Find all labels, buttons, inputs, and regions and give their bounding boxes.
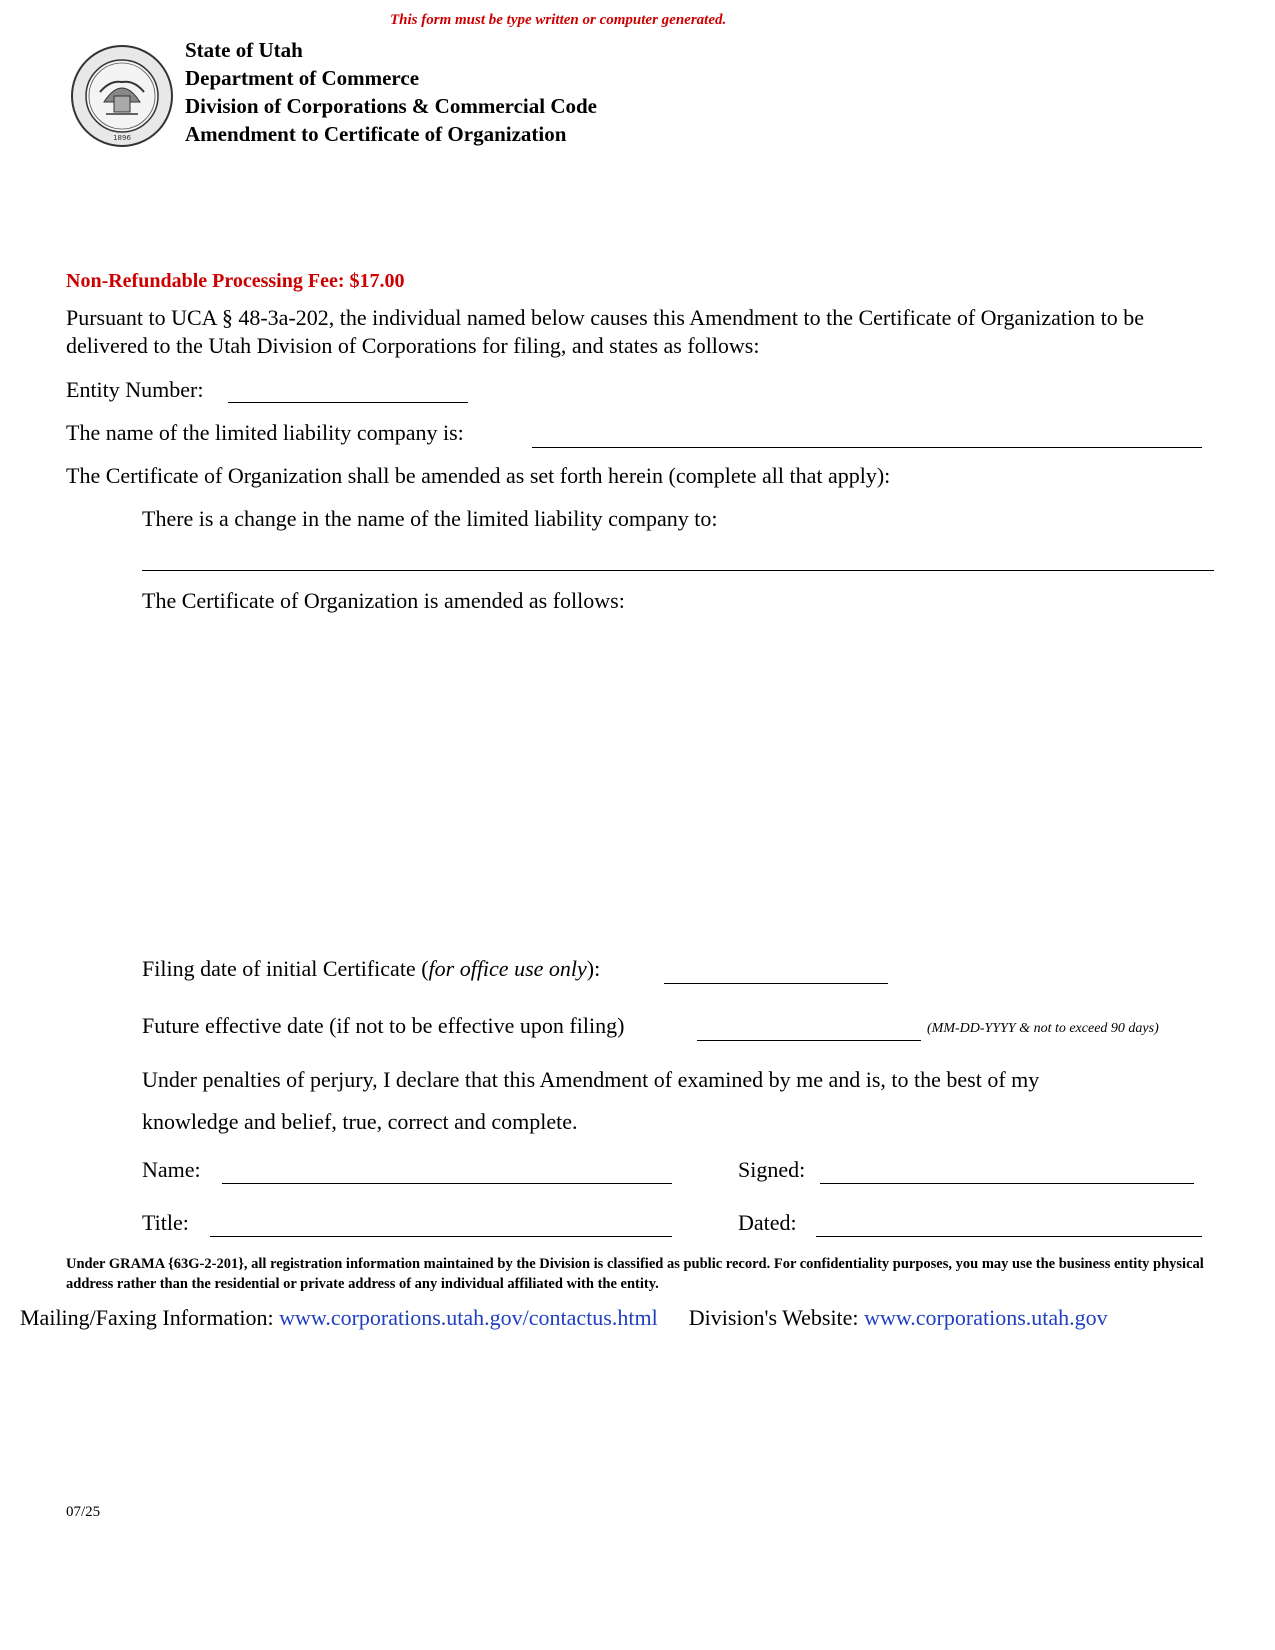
seal-year: 1896	[113, 134, 131, 142]
future-date-label: Future effective date (if not to be effective upon filing)	[142, 1013, 625, 1038]
contact-us-link[interactable]: www.corporations.utah.gov/contactus.html	[279, 1305, 658, 1330]
company-name-input[interactable]	[532, 447, 1202, 448]
signature-input[interactable]	[820, 1183, 1194, 1184]
website-label: Division's Website:	[688, 1305, 859, 1330]
header-state: State of Utah	[185, 38, 303, 62]
dated-label: Dated:	[738, 1210, 797, 1235]
amendment-text-area[interactable]	[142, 622, 1214, 942]
signed-label: Signed:	[738, 1157, 806, 1182]
grama-notice: Under GRAMA {63G-2-201}, all registration information maintained by the Division is classified as public record. For confidentiality purposes, you may use the business entity physical address rather than the residential or private address of any individual affiliated with the entity.	[66, 1256, 1204, 1292]
intro-paragraph: Pursuant to UCA § 48-3a-202, the individual named below causes this Amendment to the Certificate of Organization to be delivered to the Utah Division of Corporations for filing, and states as follows:	[66, 305, 1144, 358]
filing-date-input[interactable]	[664, 983, 888, 984]
future-date-hint: (MM-DD-YYYY & not to exceed 90 days)	[927, 1021, 1159, 1036]
perjury-line-2: knowledge and belief, true, correct and complete.	[142, 1109, 578, 1134]
header-department: Department of Commerce	[185, 66, 420, 90]
processing-fee: Non-Refundable Processing Fee: $17.00	[66, 270, 405, 292]
filing-date-label: Filing date of initial Certificate (for office use only):	[142, 956, 601, 981]
division-website-link[interactable]: www.corporations.utah.gov	[864, 1305, 1108, 1330]
name-input[interactable]	[222, 1183, 672, 1184]
title-input[interactable]	[210, 1236, 672, 1237]
name-label: Name:	[142, 1157, 201, 1182]
header-division: Division of Corporations & Commercial Code	[185, 94, 597, 118]
title-label: Title:	[142, 1210, 189, 1235]
utah-state-seal-icon	[70, 44, 174, 148]
amend-statement: The Certificate of Organization shall be amended as set forth herein (complete all that apply):	[66, 463, 891, 488]
date-input[interactable]	[816, 1236, 1202, 1237]
footer-contact	[20, 1305, 1108, 1331]
name-change-label: There is a change in the name of the limited liability company to:	[142, 506, 718, 531]
entity-number-label: Entity Number:	[66, 377, 204, 402]
mailing-label: Mailing/Faxing Information:	[20, 1305, 274, 1330]
perjury-line-1: Under penalties of perjury, I declare that this Amendment of examined by me and is, to the best of my	[142, 1067, 1040, 1092]
amended-as-follows-label: The Certificate of Organization is amended as follows:	[142, 588, 625, 613]
typewritten-notice: This form must be type written or computer generated.	[390, 12, 727, 28]
future-date-input[interactable]	[697, 1040, 921, 1041]
new-company-name-input[interactable]	[142, 570, 1214, 571]
entity-number-input[interactable]	[228, 402, 468, 403]
company-name-label: The name of the limited liability company is:	[66, 420, 464, 445]
form-version: 07/25	[66, 1504, 101, 1520]
header-form-title: Amendment to Certificate of Organization	[185, 122, 567, 146]
